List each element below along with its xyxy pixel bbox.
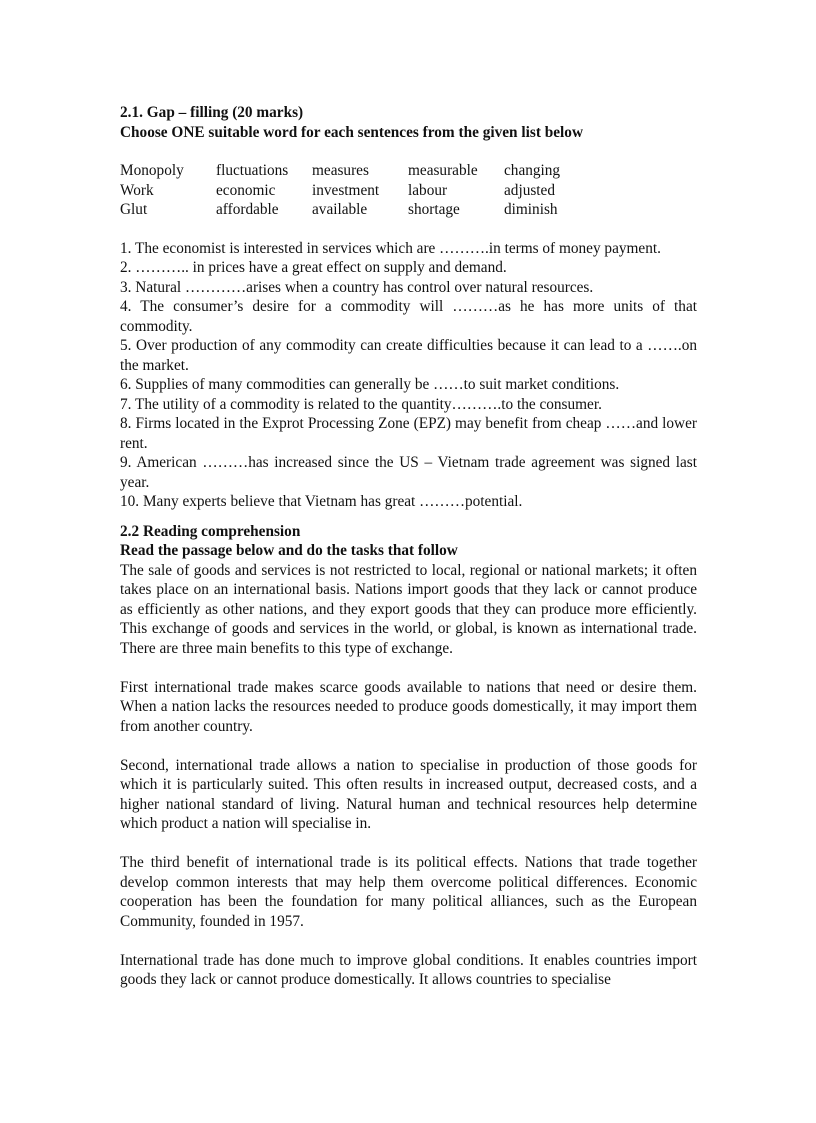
word-list-item: available <box>312 201 368 218</box>
word-list-item: Work <box>120 181 154 199</box>
reading-heading: 2.2 Reading comprehension <box>120 522 301 540</box>
word-list-item: shortage <box>408 201 460 218</box>
question-item: 8. Firms located in the Exprot Processing Zone (EPZ) may benefit from cheap ……and lower rent. <box>120 415 697 452</box>
passage-paragraph: Second, international trade allows a nation to specialise in production of those goods for which it is particularly suited. This often results in increased output, decreased costs, and a higher national standard of living. Natural human and technical resources help determine which product a nation will specialise in. <box>120 756 697 832</box>
word-list-item: investment <box>312 181 380 199</box>
question-item: 5. Over production of any commodity can create difficulties because it can lead to a …….on the market. <box>120 337 697 374</box>
word-list-item: labour <box>408 181 448 199</box>
question-item: 1. The economist is interested in services which are ……….in terms of money payment. <box>120 239 661 257</box>
word-list-item: measures <box>312 162 369 179</box>
gap-filling-heading: 2.1. Gap – filling (20 marks) <box>120 104 304 121</box>
word-list-item: affordable <box>216 201 279 218</box>
word-list-item: measurable <box>408 162 478 179</box>
word-list-item: fluctuations <box>216 162 289 179</box>
passage-paragraph: First international trade makes scarce goods available to nations that need or desire them. When a nation lacks the resources needed to produce goods domestically, it may import them from another country. <box>120 678 697 735</box>
word-list-item: diminish <box>504 201 558 218</box>
question-item: 9. American ………has increased since the US – Vietnam trade agreement was signed last year. <box>120 454 697 491</box>
reading-instruction: Read the passage below and do the tasks that follow <box>120 542 458 559</box>
question-list <box>120 239 697 512</box>
word-list <box>120 161 697 220</box>
word-list-item: Monopoly <box>120 162 184 179</box>
word-list-item: economic <box>216 181 276 199</box>
question-item: 10. Many experts believe that Vietnam has great ………potential. <box>120 493 523 510</box>
question-item: 7. The utility of a commodity is related to the quantity……….to the consumer. <box>120 395 602 413</box>
word-list-item: adjusted <box>504 181 555 199</box>
question-item: 2. ……….. in prices have a great effect on supply and demand. <box>120 259 507 276</box>
passage-paragraph: The third benefit of international trade is its political effects. Nations that trade together develop common interests that may help them overcome political differences. Economic cooperation has been the foundation for many political alliances, such as the European Community, founded in 1957. <box>120 854 697 930</box>
word-list-item: Glut <box>120 201 148 218</box>
question-item: 3. Natural …………arises when a country has control over natural resources. <box>120 278 594 296</box>
passage-paragraph: International trade has done much to improve global conditions. It enables countries import goods they lack or cannot produce domestically. It allows countries to specialise <box>120 951 697 988</box>
passage-paragraph: The sale of goods and services is not restricted to local, regional or national markets; it often takes place on an international basis. Nations import goods that they lack or cannot produce as efficiently as other nations, and they export goods that they can produce more efficiently. This exchange of goods and services in the world, or global, is known as international trade. There are three main benefits to this type of exchange. <box>120 561 697 657</box>
gap-filling-instruction: Choose ONE suitable word for each sentences from the given list below <box>120 123 583 141</box>
question-item: 6. Supplies of many commodities can generally be ……to suit market conditions. <box>120 376 620 393</box>
question-item: 4. The consumer’s desire for a commodity will ………as he has more units of that commodity. <box>120 298 697 335</box>
document-page <box>120 103 697 990</box>
word-list-item: changing <box>504 162 561 179</box>
